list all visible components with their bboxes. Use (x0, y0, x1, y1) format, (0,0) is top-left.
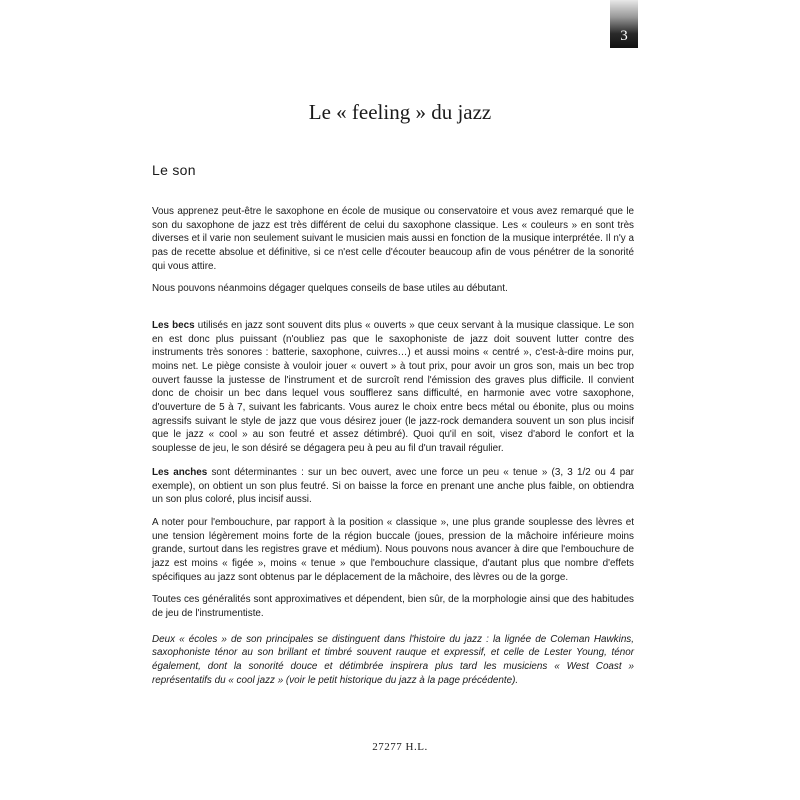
body-text-block-2 (152, 319, 634, 465)
page-title: Le « feeling » du jazz (308, 100, 492, 124)
section-title: Le son (152, 162, 196, 178)
paragraph-anches-lead: Les anches (152, 467, 208, 478)
paragraph-becs (152, 319, 634, 456)
paragraph-advice: Nous pouvons néanmoins dégager quelques conseils de base utiles au débutant. (152, 283, 508, 295)
paragraph-generalites: Toutes ces généralités sont approximatives et dépendent, bien sûr, de la morphologie ainsi que des habitudes de jeu de l'instrumentiste. (152, 594, 634, 619)
paragraph-intro: Vous apprenez peut-être le saxophone en école de musique ou conservatoire et vous avez remarqué que le son du saxophone de jazz est très différent de celui du saxophone classique. Les « couleurs » en sont très diverses et il varie non seulement suivant le musicien mais aussi en fonction de la musique interprétée. Il n'y a pas de recette absolue et définitive, si ce n'est celle d'écouter beaucoup afin de vous pénétrer de la sonorité qui vous attire. (152, 206, 634, 272)
body-text-block-1 (152, 205, 634, 305)
page-number: 3 (620, 28, 628, 44)
paragraph-ecoles: Deux « écoles » de son principales se distinguent dans l'histoire du jazz : la lignée de Coleman Hawkins, saxophoniste ténor au son brillant et timbré souvent rauque et expressif, et celle de Lester Young, ténor également, dont la sonorité douce et détimbrée inspirera plus tard les musiciens « West Coast » représentatifs du « cool jazz » (voir le petit historique du jazz à la page précédente). (152, 633, 634, 686)
paragraph-becs-lead: Les becs (152, 320, 195, 331)
paragraph-anches (152, 466, 634, 507)
page-number-tab (610, 0, 638, 48)
paragraph-embouchure: A noter pour l'embouchure, par rapport à la position « classique », une plus grande souplesse des lèvres et une tension légèrement moins forte de la région buccale (joues, pression de la mâchoire inférieure moins grande, surtout dans les registres grave et médium). Nous pouvons nous avancer à dire que l'embouchure de jazz est moins « figée », moins « tenue » que l'embouchure classique, d'autant plus que nombre d'effets spécifiques au jazz sont obtenus par le déplacement de la mâchoire, des lèvres ou de la gorge. (152, 516, 634, 583)
footer-reference: 27277 H.L. (372, 741, 428, 753)
body-text-block-3 (152, 466, 634, 696)
paragraph-anches-text: sont déterminantes : sur un bec ouvert, avec une force un peu « tenue » (3, 3 1/2 ou 4 par exemple), on obtient un son plus feutré. Si on baisse la force en prenant une anche plus faible, on obtiendra un son plus coloré, plus incisif aussi. (152, 467, 634, 506)
paragraph-becs-text: utilisés en jazz sont souvent dits plus « ouverts » que ceux servant à la musique classique. Le son en est donc plus puissant (n'oubliez pas que le saxophoniste de jazz doit souvent lutter contre des instruments très sonores : batterie, saxophone, cuivres…) et aussi moins « centré », c'est-à-dire moins pur, moins net. Le piège consiste à vouloir jouer « ouvert » à tout prix, pour avoir un gros son, mais un bec trop ouvert fausse la justesse de l'instrument et de surcroît rend l'émission des graves plus difficile. Il convient donc de choisir un bec dans lequel vous soufflerez sans difficulté, en harmonie avec votre saxophone, d'ouverture de 5 à 7, suivant les fabricants. Vous aurez le choix entre becs métal ou ébonite, plus ou moins agressifs suivant le style de jazz que vous désirez jouer (le jazz-rock demandera souvent un son plus incisif que le jazz « cool » au son feutré et assez détimbré). Quoi qu'il en soit, visez d'abord le confort et la souplesse de jeu, le son désiré se dégagera peu à peu au fil d'un travail régulier. (152, 320, 634, 454)
